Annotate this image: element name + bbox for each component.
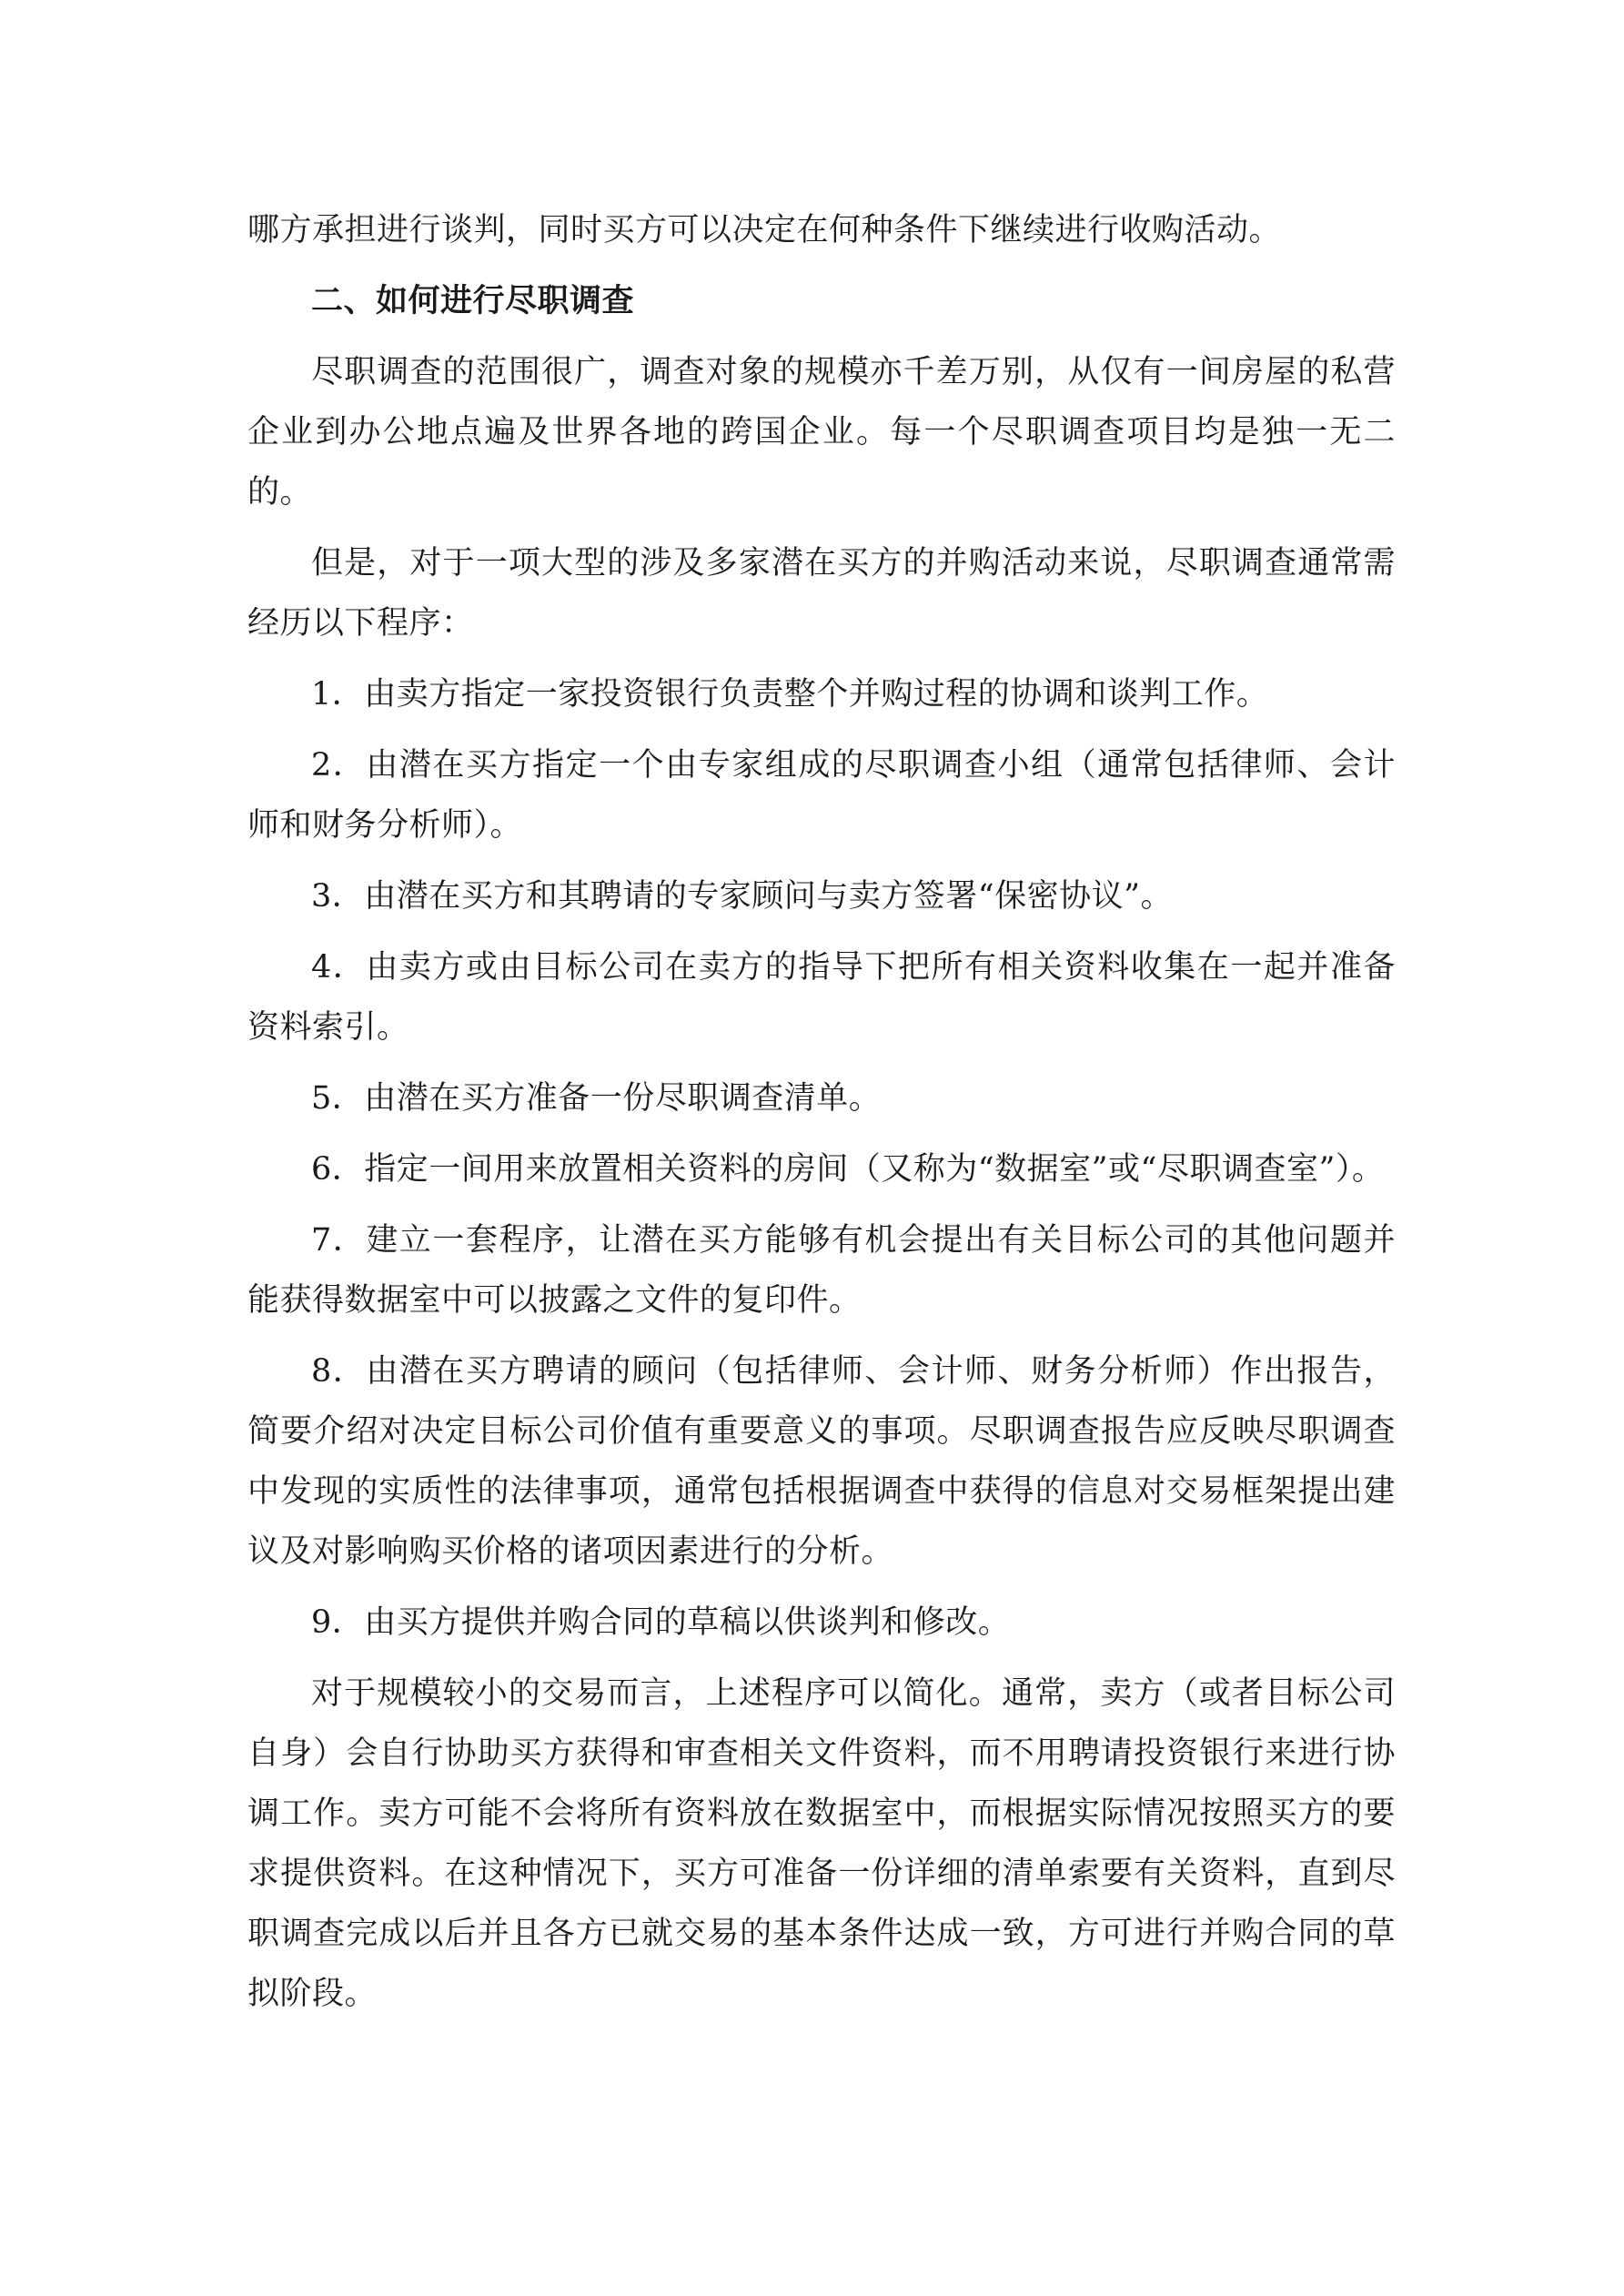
list-item-9: 9．由买方提供并购合同的草稿以供谈判和修改。	[311, 1604, 1011, 1641]
paragraph-small-transactions: 对于规模较小的交易而言，上述程序可以简化。通常，卖方（或者目标公司自身）会自行协助买方获得和审查相关文件资料，而不用聘请投资银行来进行协调工作。卖方可能不会将所有资料放在数据室中，而根据实际情况按照买方的要求提供资料。在这种情况下，买方可准备一份详细的清单索要有关资料，直到尽职调查完成以后并且各方已就交易的基本条件达成一致，方可进行并购合同的草拟阶段。	[247, 1675, 1396, 2012]
section-heading: 二、如何进行尽职调查	[311, 283, 635, 319]
list-item-5: 5．由潜在买方准备一份尽职调查清单。	[311, 1080, 882, 1117]
paragraph-continuation: 哪方承担进行谈判，同时买方可以决定在何种条件下继续进行收购活动。	[247, 212, 1282, 248]
list-item-7: 7．建立一套程序，让潜在买方能够有机会提出有关目标公司的其他问题并能获得数据室中可以披露之文件的复印件。	[247, 1222, 1396, 1319]
paragraph-scope: 尽职调查的范围很广，调查对象的规模亦千差万别，从仅有一间房屋的私营企业到办公地点遍及世界各地的跨国企业。每一个尽职调查项目均是独一无二的。	[247, 354, 1396, 511]
paragraph-procedure-intro: 但是，对于一项大型的涉及多家潜在买方的并购活动来说，尽职调查通常需经历以下程序：	[247, 545, 1396, 642]
list-item-2: 2．由潜在买方指定一个由专家组成的尽职调查小组（通常包括律师、会计师和财务分析师）。	[247, 747, 1396, 844]
list-item-6: 6．指定一间用来放置相关资料的房间（又称为“数据室”或“尽职调查室”）。	[311, 1151, 1385, 1188]
list-item-3: 3．由潜在买方和其聘请的专家顾问与卖方签署“保密协议”。	[311, 878, 1174, 915]
list-item-8: 8．由潜在买方聘请的顾问（包括律师、会计师、财务分析师）作出报告，简要介绍对决定目标公司价值有重要意义的事项。尽职调查报告应反映尽职调查中发现的实质性的法律事项，通常包括根据调查中获得的信息对交易框架提出建议及对影响购买价格的诸项因素进行的分析。	[247, 1353, 1396, 1570]
list-item-1: 1．由卖方指定一家投资银行负责整个并购过程的协调和谈判工作。	[311, 676, 1269, 713]
list-item-4: 4．由卖方或由目标公司在卖方的指导下把所有相关资料收集在一起并准备资料索引。	[247, 949, 1396, 1046]
document-body	[247, 200, 1396, 2035]
